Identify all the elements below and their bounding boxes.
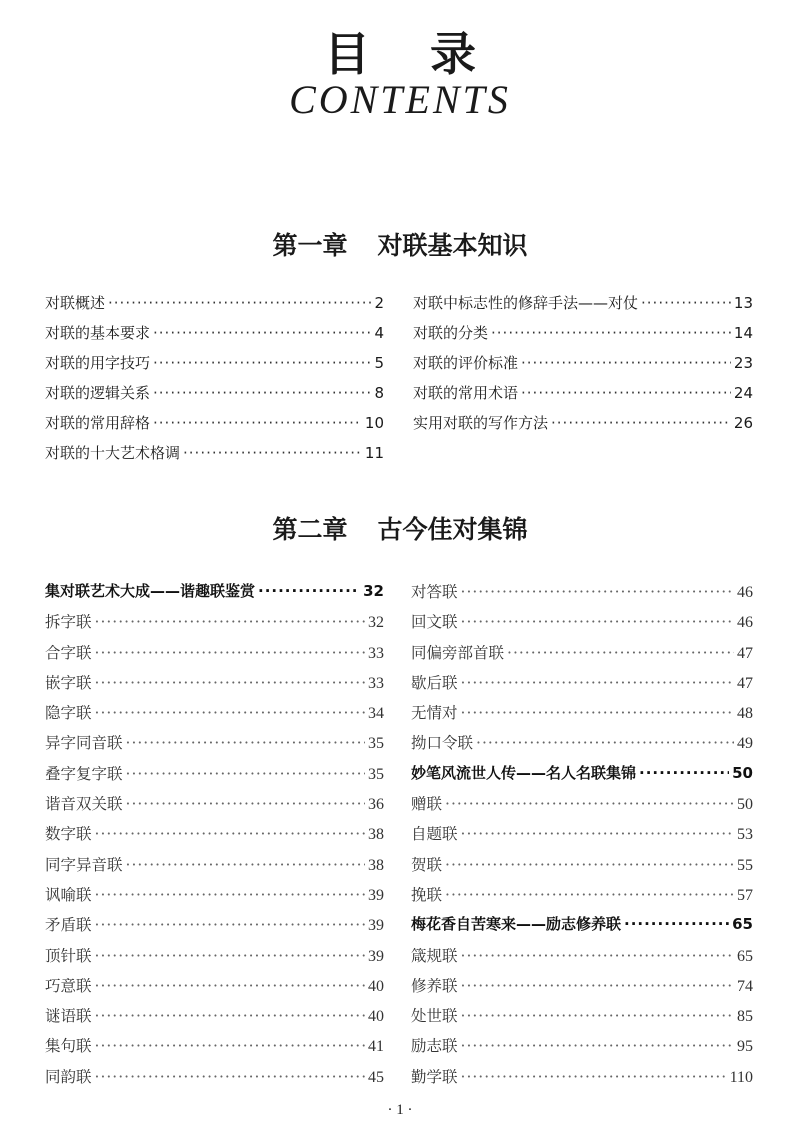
toc-entry-title: 自题联 bbox=[411, 825, 458, 844]
page-number: · 1 · bbox=[387, 1102, 413, 1118]
toc-entry-page: 39 bbox=[368, 947, 384, 965]
toc-entry-page: 65 bbox=[737, 947, 753, 965]
dot-leader bbox=[126, 765, 365, 783]
toc-entry-title: 对联的分类 bbox=[413, 324, 489, 342]
toc-entry[interactable] bbox=[45, 671, 384, 701]
toc-entry-page: 35 bbox=[368, 765, 384, 783]
toc-entry-page: 24 bbox=[733, 384, 753, 402]
dot-leader bbox=[95, 674, 365, 692]
toc-entry[interactable] bbox=[411, 701, 753, 731]
toc-entry-title: 对联的常用辞格 bbox=[45, 414, 151, 432]
dot-leader bbox=[521, 354, 731, 372]
toc-entry[interactable] bbox=[45, 382, 384, 412]
dot-leader bbox=[461, 674, 734, 692]
dot-leader bbox=[461, 1068, 727, 1086]
dot-leader bbox=[461, 825, 734, 843]
toc-entry[interactable] bbox=[411, 731, 753, 761]
dot-leader bbox=[95, 825, 365, 843]
toc-entry-page: 50 bbox=[732, 763, 753, 782]
chapter-2-number: 第二章 bbox=[272, 515, 348, 544]
toc-entry-title: 勤学联 bbox=[411, 1067, 458, 1086]
chapter-1-number: 第一章 bbox=[272, 231, 348, 260]
dot-leader bbox=[461, 1007, 734, 1025]
toc-entry-page: 26 bbox=[733, 414, 753, 432]
toc-entry-page: 53 bbox=[737, 826, 753, 844]
dot-leader bbox=[461, 613, 734, 631]
toc-entry-page: 46 bbox=[737, 614, 753, 632]
toc-entry[interactable] bbox=[413, 382, 753, 412]
toc-entry-page: 8 bbox=[374, 384, 384, 402]
toc-entry-page: 34 bbox=[368, 705, 384, 723]
toc-entry[interactable] bbox=[413, 292, 753, 322]
toc-entry[interactable] bbox=[411, 1065, 753, 1095]
toc-entry-page: 32 bbox=[363, 582, 384, 600]
toc-entry-page: 45 bbox=[368, 1068, 384, 1086]
toc-entry-title: 顶针联 bbox=[45, 946, 92, 965]
toc-entry[interactable] bbox=[45, 944, 384, 974]
dot-leader bbox=[153, 384, 371, 402]
dot-leader bbox=[126, 795, 365, 813]
toc-entry[interactable] bbox=[45, 641, 384, 671]
toc-entry-title: 箴规联 bbox=[411, 946, 458, 965]
toc-entry[interactable] bbox=[411, 822, 753, 852]
toc-entry-page: 65 bbox=[732, 915, 753, 934]
toc-entry[interactable] bbox=[411, 944, 753, 974]
toc-entry-page: 85 bbox=[737, 1008, 753, 1026]
contents-subtitle: CONTENTS bbox=[289, 77, 511, 122]
toc-entry-page: 13 bbox=[733, 294, 753, 312]
toc-entry-title: 对联的十大艺术格调 bbox=[45, 444, 181, 462]
toc-entry-page: 57 bbox=[737, 886, 753, 904]
toc-entry-title: 对联概述 bbox=[45, 294, 106, 312]
toc-entry-title: 异字同音联 bbox=[45, 734, 123, 753]
toc-entry-title: 叠字复字联 bbox=[45, 764, 123, 783]
dot-leader bbox=[445, 856, 734, 874]
toc-entry-page: 49 bbox=[737, 735, 753, 753]
toc-entry-title: 嵌字联 bbox=[45, 673, 92, 692]
toc-entry-page: 11 bbox=[364, 444, 384, 462]
toc-entry-page: 33 bbox=[368, 644, 384, 662]
chapter-1-title: 对联基本知识 bbox=[377, 231, 528, 260]
toc-entry[interactable] bbox=[411, 641, 753, 671]
dot-leader bbox=[95, 613, 365, 631]
chapter-2-right-column bbox=[411, 580, 753, 1095]
toc-entry-page: 4 bbox=[374, 324, 384, 342]
toc-entry-page: 40 bbox=[368, 977, 384, 995]
toc-entry[interactable] bbox=[45, 352, 384, 382]
toc-entry-title: 同韵联 bbox=[45, 1067, 92, 1086]
toc-entry-title: 处世联 bbox=[411, 1007, 458, 1026]
toc-entry-page: 50 bbox=[737, 796, 753, 814]
toc-entry[interactable] bbox=[411, 610, 753, 640]
dot-leader bbox=[445, 795, 734, 813]
toc-entry-page: 46 bbox=[737, 584, 753, 601]
toc-entry[interactable] bbox=[411, 883, 753, 913]
dot-leader bbox=[551, 414, 731, 432]
toc-entry[interactable] bbox=[411, 580, 753, 610]
toc-entry[interactable] bbox=[45, 292, 384, 322]
toc-entry[interactable] bbox=[45, 913, 384, 943]
toc-entry-title: 对联中标志性的修辞手法——对仗 bbox=[413, 294, 639, 312]
toc-entry-title: 同偏旁部首联 bbox=[411, 643, 505, 662]
toc-entry-title: 巧意联 bbox=[45, 976, 92, 995]
toc-entry-page: 47 bbox=[737, 644, 753, 662]
dot-leader bbox=[153, 324, 371, 342]
toc-entry[interactable] bbox=[45, 610, 384, 640]
toc-entry[interactable] bbox=[413, 352, 753, 382]
toc-entry[interactable] bbox=[45, 853, 384, 883]
toc-entry-page: 32 bbox=[368, 614, 384, 632]
toc-entry-title: 挽联 bbox=[411, 885, 443, 904]
dot-leader bbox=[461, 947, 734, 965]
dot-leader bbox=[641, 294, 731, 312]
toc-entry-page: 36 bbox=[368, 796, 384, 814]
toc-section-entry[interactable] bbox=[45, 580, 384, 610]
chapter-1-heading bbox=[0, 226, 800, 262]
dot-leader bbox=[461, 977, 734, 995]
toc-entry-title: 集句联 bbox=[45, 1037, 92, 1056]
toc-entry-title: 集对联艺术大成——谐趣联鉴赏 bbox=[45, 582, 256, 600]
dot-leader bbox=[153, 354, 371, 372]
toc-entry-title: 拗口令联 bbox=[411, 734, 474, 753]
toc-entry-page: 5 bbox=[374, 354, 384, 372]
toc-entry-page: 39 bbox=[368, 917, 384, 935]
dot-leader bbox=[95, 1037, 365, 1055]
toc-entry-title: 对答联 bbox=[411, 583, 458, 601]
toc-entry[interactable] bbox=[45, 731, 384, 761]
toc-entry-page: 41 bbox=[368, 1038, 384, 1056]
toc-entry-title: 对联的评价标准 bbox=[413, 354, 519, 372]
toc-entry[interactable] bbox=[413, 412, 753, 442]
toc-entry-page: 74 bbox=[737, 977, 753, 995]
dot-leader bbox=[639, 764, 729, 782]
toc-entry[interactable] bbox=[45, 883, 384, 913]
toc-entry-title: 谜语联 bbox=[45, 1007, 92, 1026]
toc-entry[interactable] bbox=[411, 1004, 753, 1034]
toc-entry-title: 谐音双关联 bbox=[45, 795, 123, 814]
toc-entry[interactable] bbox=[45, 1065, 384, 1095]
chapter-2-heading bbox=[0, 510, 800, 546]
toc-entry-page: 35 bbox=[368, 735, 384, 753]
dot-leader bbox=[126, 734, 365, 752]
toc-entry[interactable] bbox=[45, 792, 384, 822]
dot-leader bbox=[258, 582, 360, 600]
dot-leader bbox=[183, 444, 362, 462]
dot-leader bbox=[95, 644, 365, 662]
toc-entry[interactable] bbox=[411, 974, 753, 1004]
dot-leader bbox=[108, 294, 371, 312]
dot-leader bbox=[126, 856, 365, 874]
chapter-2-left-column bbox=[45, 580, 384, 1095]
dot-leader bbox=[476, 734, 734, 752]
toc-entry-title: 回文联 bbox=[411, 613, 458, 632]
toc-entry-title: 对联的逻辑关系 bbox=[45, 384, 151, 402]
toc-entry[interactable] bbox=[45, 442, 384, 472]
toc-entry-page: 47 bbox=[737, 674, 753, 692]
toc-section-entry[interactable] bbox=[411, 762, 753, 792]
toc-entry-page: 14 bbox=[733, 324, 753, 342]
toc-entry-title: 无情对 bbox=[411, 704, 458, 723]
toc-entry-title: 实用对联的写作方法 bbox=[413, 414, 549, 432]
toc-entry[interactable] bbox=[45, 762, 384, 792]
toc-entry-page: 48 bbox=[737, 705, 753, 723]
toc-entry-page: 33 bbox=[368, 674, 384, 692]
toc-entry-title: 励志联 bbox=[411, 1037, 458, 1056]
toc-entry[interactable] bbox=[411, 853, 753, 883]
toc-entry[interactable] bbox=[45, 822, 384, 852]
toc-entry[interactable] bbox=[411, 792, 753, 822]
dot-leader bbox=[95, 886, 365, 904]
toc-entry-title: 同字异音联 bbox=[45, 855, 123, 874]
dot-leader bbox=[445, 886, 734, 904]
toc-entry-title: 梅花香自苦寒来——励志修养联 bbox=[411, 915, 622, 934]
toc-entry-page: 110 bbox=[729, 1068, 753, 1086]
toc-entry-page: 39 bbox=[368, 886, 384, 904]
dot-leader bbox=[95, 1068, 365, 1086]
toc-entry-page: 38 bbox=[368, 856, 384, 874]
toc-entry-title: 隐字联 bbox=[45, 704, 92, 723]
toc-entry-title: 合字联 bbox=[45, 643, 92, 662]
toc-entry[interactable] bbox=[45, 412, 384, 442]
toc-entry-page: 38 bbox=[368, 826, 384, 844]
toc-entry[interactable] bbox=[45, 701, 384, 731]
chapter-2-title: 古今佳对集锦 bbox=[377, 515, 528, 544]
toc-entry-title: 歇后联 bbox=[411, 673, 458, 692]
dot-leader bbox=[95, 1007, 365, 1025]
toc-entry-title: 贺联 bbox=[411, 855, 443, 874]
dot-leader bbox=[507, 644, 734, 662]
toc-entry-title: 对联的基本要求 bbox=[45, 324, 151, 342]
toc-entry-page: 10 bbox=[364, 414, 384, 432]
toc-entry-title: 赠联 bbox=[411, 795, 443, 814]
toc-section-entry[interactable] bbox=[411, 913, 753, 943]
toc-entry[interactable] bbox=[45, 1004, 384, 1034]
toc-entry-page: 95 bbox=[737, 1038, 753, 1056]
dot-leader bbox=[95, 977, 365, 995]
chapter-1-right-column bbox=[413, 292, 753, 442]
dot-leader bbox=[461, 1037, 734, 1055]
dot-leader bbox=[521, 384, 731, 402]
toc-entry-page: 55 bbox=[737, 856, 753, 874]
toc-entry[interactable] bbox=[411, 1034, 753, 1064]
toc-entry-title: 对联的用字技巧 bbox=[45, 354, 151, 372]
dot-leader bbox=[461, 704, 734, 722]
toc-entry[interactable] bbox=[45, 322, 384, 352]
toc-entry-title: 修养联 bbox=[411, 976, 458, 995]
dot-leader bbox=[153, 414, 362, 432]
dot-leader bbox=[95, 947, 365, 965]
contents-title: 目 录 bbox=[323, 27, 498, 81]
toc-entry[interactable] bbox=[411, 671, 753, 701]
dot-leader bbox=[491, 324, 731, 342]
toc-entry-page: 23 bbox=[733, 354, 753, 372]
dot-leader bbox=[624, 915, 729, 933]
toc-entry-title: 拆字联 bbox=[45, 613, 92, 632]
toc-entry[interactable] bbox=[45, 974, 384, 1004]
dot-leader bbox=[95, 916, 365, 934]
toc-entry-title: 数字联 bbox=[45, 825, 92, 844]
toc-entry-title: 妙笔风流世人传——名人名联集锦 bbox=[411, 763, 637, 782]
toc-entry-title: 讽喻联 bbox=[45, 885, 92, 904]
toc-entry[interactable] bbox=[45, 1034, 384, 1064]
toc-entry-title: 矛盾联 bbox=[45, 916, 92, 935]
toc-entry-page: 40 bbox=[368, 1008, 384, 1026]
dot-leader bbox=[95, 704, 365, 722]
toc-entry[interactable] bbox=[413, 322, 753, 352]
dot-leader bbox=[461, 583, 734, 601]
toc-entry-title: 对联的常用术语 bbox=[413, 384, 519, 402]
chapter-1-left-column bbox=[45, 292, 384, 472]
toc-entry-page: 2 bbox=[374, 294, 384, 312]
